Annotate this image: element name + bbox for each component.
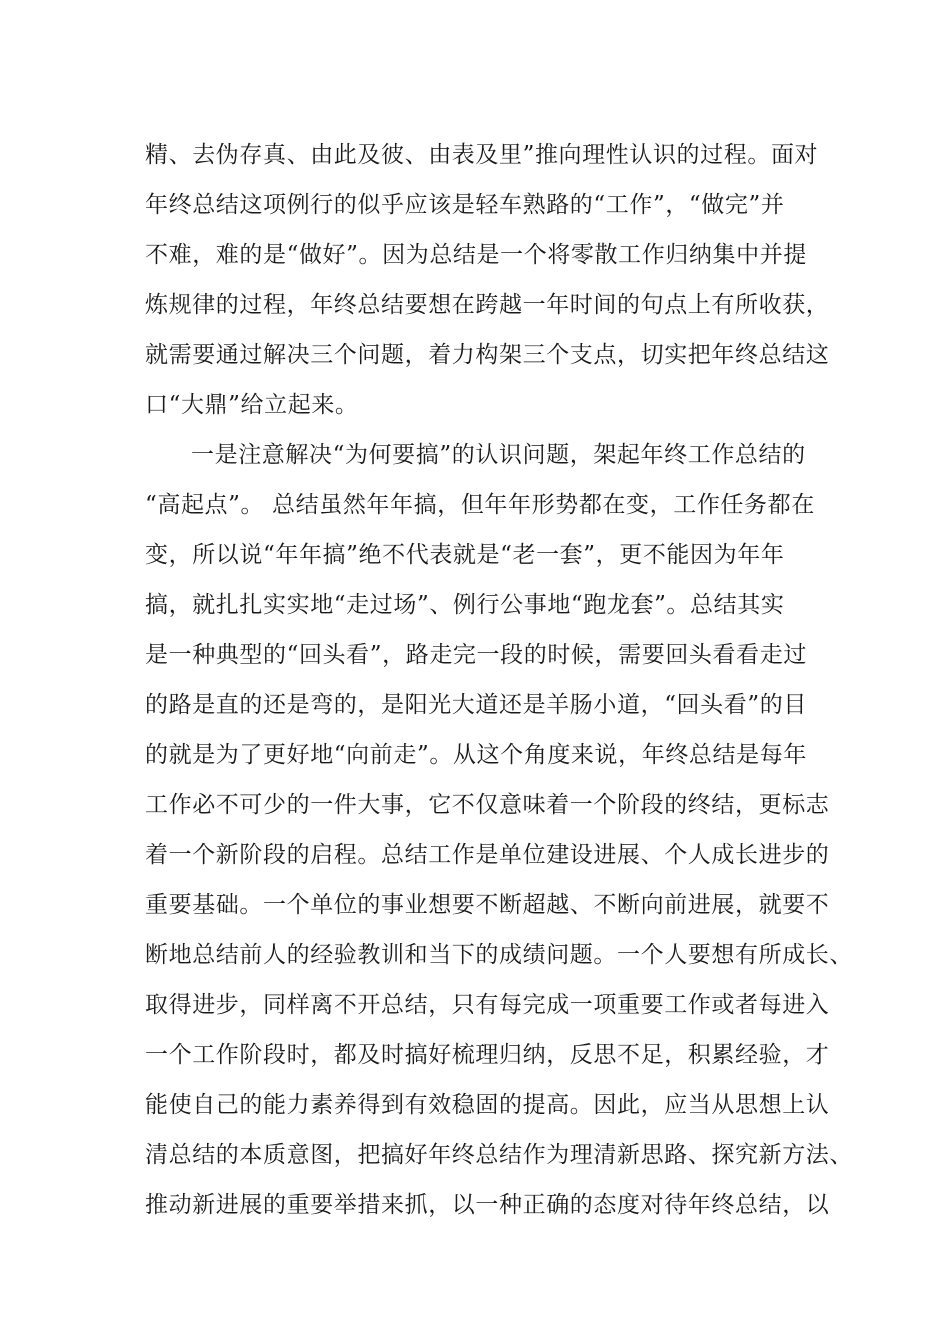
text-line: 就需要通过解决三个问题，着力构架三个支点，切实把年终总结这: [145, 342, 830, 368]
text-line: 能使自己的能力素养得到有效稳固的提高。因此，应当从思想上认: [145, 1092, 830, 1118]
text-line: 着一个新阶段的启程。总结工作是单位建设进展、个人成长进步的: [145, 842, 830, 868]
text-line: 是一种典型的“回头看”，路走完一段的时候，需要回头看看走过: [145, 642, 807, 668]
text-line: 变，所以说“年年搞”绝不代表就是“老一套”，更不能因为年年: [145, 542, 785, 568]
text-line: 炼规律的过程，年终总结要想在跨越一年时间的句点上有所收获，: [145, 292, 830, 318]
text-line: 精、去伪存真、由此及彼、由表及里”推向理性认识的过程。面对: [145, 142, 819, 168]
text-line: 的路是直的还是弯的，是阳光大道还是羊肠小道，“回头看”的目: [145, 692, 807, 718]
text-line: 的就是为了更好地“向前走”。从这个角度来说，年终总结是每年: [145, 742, 807, 768]
text-line: 搞，就扎扎实实地“走过场”、例行公事地“跑龙套”。总结其实: [145, 592, 785, 618]
text-line: 清总结的本质意图，把搞好年终总结作为理清新思路、探究新方法、: [145, 1142, 853, 1168]
text-line: 口“大鼎”给立起来。: [145, 392, 359, 418]
paragraph-first-line: 一是注意解决“为何要搞”的认识问题，架起年终工作总结的: [191, 442, 806, 468]
text-line: 年终总结这项例行的似乎应该是轻车熟路的“工作”，“做完”并: [145, 192, 785, 218]
text-line: 工作必不可少的一件大事，它不仅意味着一个阶段的终结，更标志: [145, 792, 830, 818]
text-line: 取得进步，同样离不开总结，只有每完成一项重要工作或者每进入: [145, 992, 830, 1018]
text-line: 重要基础。一个单位的事业想要不断超越、不断向前进展，就要不: [145, 892, 830, 918]
text-line: “高起点”。 总结虽然年年搞，但年年形势都在变，工作任务都在: [145, 492, 815, 518]
body-text: [145, 130, 853, 1230]
text-line: 断地总结前人的经验教训和当下的成绩问题。一个人要想有所成长、: [145, 942, 853, 968]
text-line: 不难，难的是“做好”。因为总结是一个将零散工作归纳集中并提: [145, 242, 807, 268]
text-line: 推动新进展的重要举措来抓，以一种正确的态度对待年终总结，以: [145, 1192, 830, 1218]
text-line: 一个工作阶段时，都及时搞好梳理归纳，反思不足，积累经验，才: [145, 1042, 830, 1068]
